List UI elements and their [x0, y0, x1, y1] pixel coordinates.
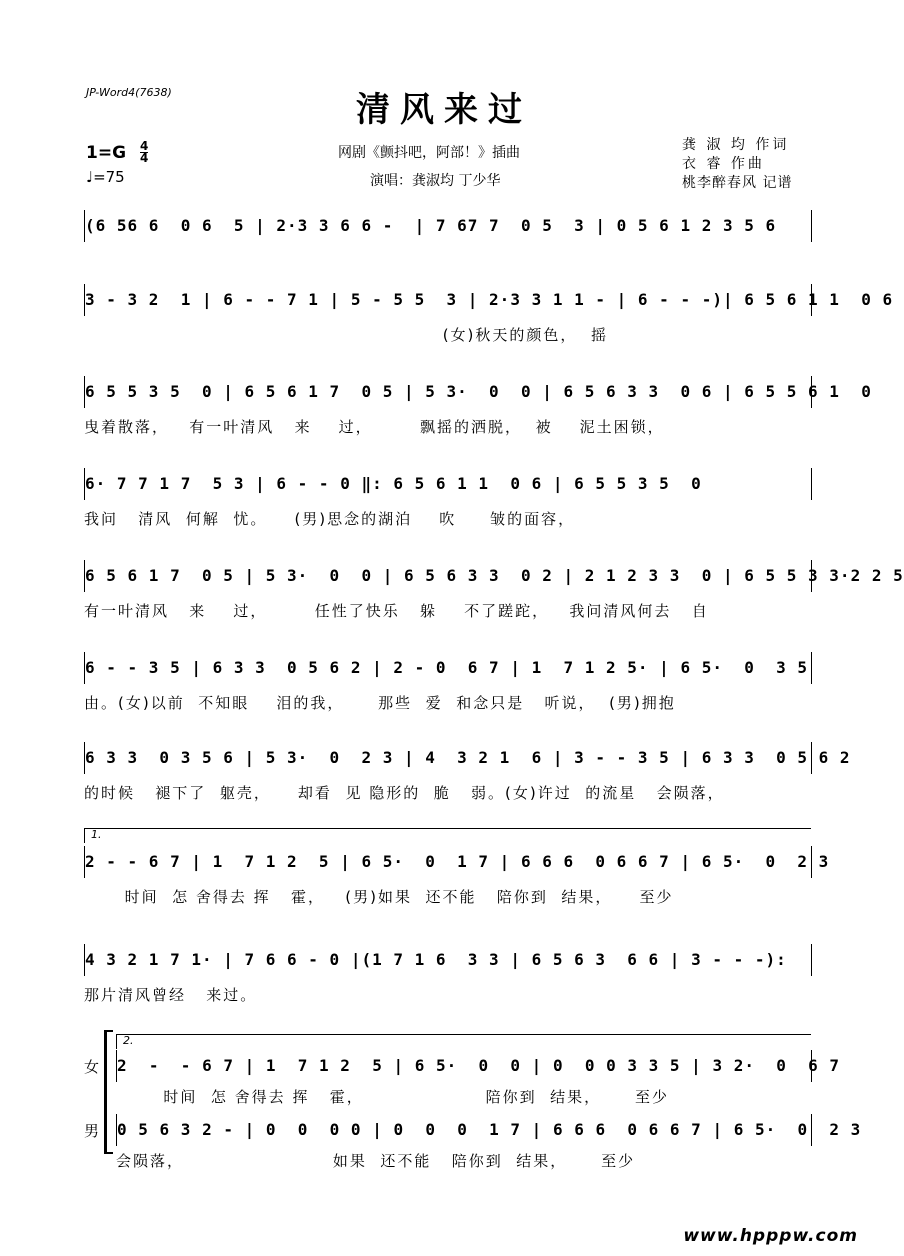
part-label-male: 男	[84, 1122, 100, 1140]
system-bracket	[104, 1030, 113, 1154]
volta-second	[116, 1034, 811, 1049]
staff-line	[84, 560, 904, 592]
key-signature: 1=G	[86, 143, 127, 163]
lyric-line: 的时候 褪下了 躯壳， 却看 见 隐形的 脆 弱。(女)许过 的流星 会陨落，	[84, 784, 725, 802]
notation-text: 4 3 2 1 7 1· | 7 6 6 - 0 |(1 7 1 6 3 3 | 6 5 6 3 6 6 | 3 - - -):	[85, 950, 787, 969]
time-bottom: 4	[140, 151, 149, 165]
tempo-mark: ♩=75	[86, 168, 125, 186]
notation-text: 0 5 6 3 2 - | 0 0 0 0 | 0 0 0 1 7 | 6 6 6 0 6 6 7 | 6 5· 0 2 3	[117, 1120, 862, 1139]
song-title: 清风来过	[356, 90, 532, 130]
volta-first-label: 1.	[91, 828, 102, 841]
credit-lyricist: 龚 淑 均 作词	[682, 137, 790, 153]
volta-second-label: 2.	[123, 1034, 134, 1047]
notation-text: 6· 7 7 1 7 5 3 | 6 - - 0 ‖: 6 5 6 1 1 0 6 | 6 5 5 3 5 0	[85, 474, 702, 493]
staff-line	[84, 944, 812, 976]
part-label-female: 女	[84, 1058, 100, 1076]
staff-line	[84, 652, 812, 684]
notation-text: 6 5 5 3 5 0 | 6 5 6 1 7 0 5 | 5 3· 0 0 | 6 5 6 3 3 0 6 | 6 5 5 6 1 0	[85, 382, 872, 401]
lyric-line: 由。(女)以前 不知眼 泪的我， 那些 爱 和念只是 听说， (男)拥抱	[84, 694, 676, 712]
lyric-line: 我问 清风 何解 忧。 (男)思念的湖泊 吹 皱的面容，	[84, 510, 576, 528]
lyric-line: 有一叶清风 来 过， 任性了快乐 躲 不了蹉跎， 我问清风何去 自	[84, 602, 709, 620]
notation-text: 2 - - 6 7 | 1 7 1 2 5 | 6 5· 0 1 7 | 6 6 6 0 6 6 7 | 6 5· 0 2 3	[85, 852, 830, 871]
lyric-line: (女)秋天的颜色， 摇	[84, 326, 608, 344]
staff-line	[84, 846, 830, 878]
lyric-line: 会陨落， 如果 还不能 陪你到 结果， 至少	[116, 1152, 636, 1170]
footer-url: www.hpppw.com	[683, 1226, 858, 1246]
credit-transcriber: 桃李醉春风 记谱	[682, 175, 793, 191]
staff-line	[84, 284, 894, 316]
staff-line	[84, 210, 812, 242]
software-label: JP-Word4(7638)	[86, 86, 172, 99]
staff-line	[84, 742, 851, 774]
singers: 演唱：龚淑均 丁少华	[370, 173, 501, 189]
staff-line	[84, 376, 872, 408]
notation-text: 2 - - 6 7 | 1 7 1 2 5 | 6 5· 0 0 | 0 0 0 3 3 5 | 3 2· 0 6 7	[117, 1056, 841, 1075]
time-signature	[140, 141, 148, 164]
staff-line	[116, 1050, 841, 1082]
lyric-line: 那片清风曾经 来过。	[84, 986, 258, 1004]
subtitle: 网剧《颤抖吧，阿部！》插曲	[338, 145, 520, 161]
staff-line	[116, 1114, 862, 1146]
lyric-line: 时间 怎 舍得去 挥 霍， (男)如果 还不能 陪你到 结果， 至少	[84, 888, 674, 906]
notation-text: (6 56 6 0 6 5 | 2·3 3 6 6 - | 7 67 7 0 5 3 | 0 5 6 1 2 3 5 6	[85, 216, 777, 235]
credit-composer: 衣 睿 作曲	[682, 156, 765, 172]
notation-text: 6 5 6 1 7 0 5 | 5 3· 0 0 | 6 5 6 3 3 0 2 | 2 1 2 3 3 0 | 6 5 5 3 3·2 2 5	[85, 566, 904, 585]
lyric-line: 曳着散落， 有一叶清风 来 过， 飘摇的洒脱， 被 泥土困锁，	[84, 418, 665, 436]
volta-first	[84, 828, 811, 843]
time-top: 4	[140, 139, 149, 153]
notation-text: 6 3 3 0 3 5 6 | 5 3· 0 2 3 | 4 3 2 1 6 | 3 - - 3 5 | 6 3 3 0 5 6 2	[85, 748, 851, 767]
notation-text: 6 - - 3 5 | 6 3 3 0 5 6 2 | 2 - 0 6 7 | 1 7 1 2 5· | 6 5· 0 3 5	[85, 658, 809, 677]
staff-line	[84, 468, 812, 500]
notation-text: 3 - 3 2 1 | 6 - - 7 1 | 5 - 5 5 3 | 2·3 3 1 1 - | 6 - - -)| 6 5 6 1 1 0 6	[85, 290, 894, 309]
lyric-line: 时间 怎 舍得去 挥 霍， 陪你到 结果， 至少	[116, 1088, 669, 1106]
